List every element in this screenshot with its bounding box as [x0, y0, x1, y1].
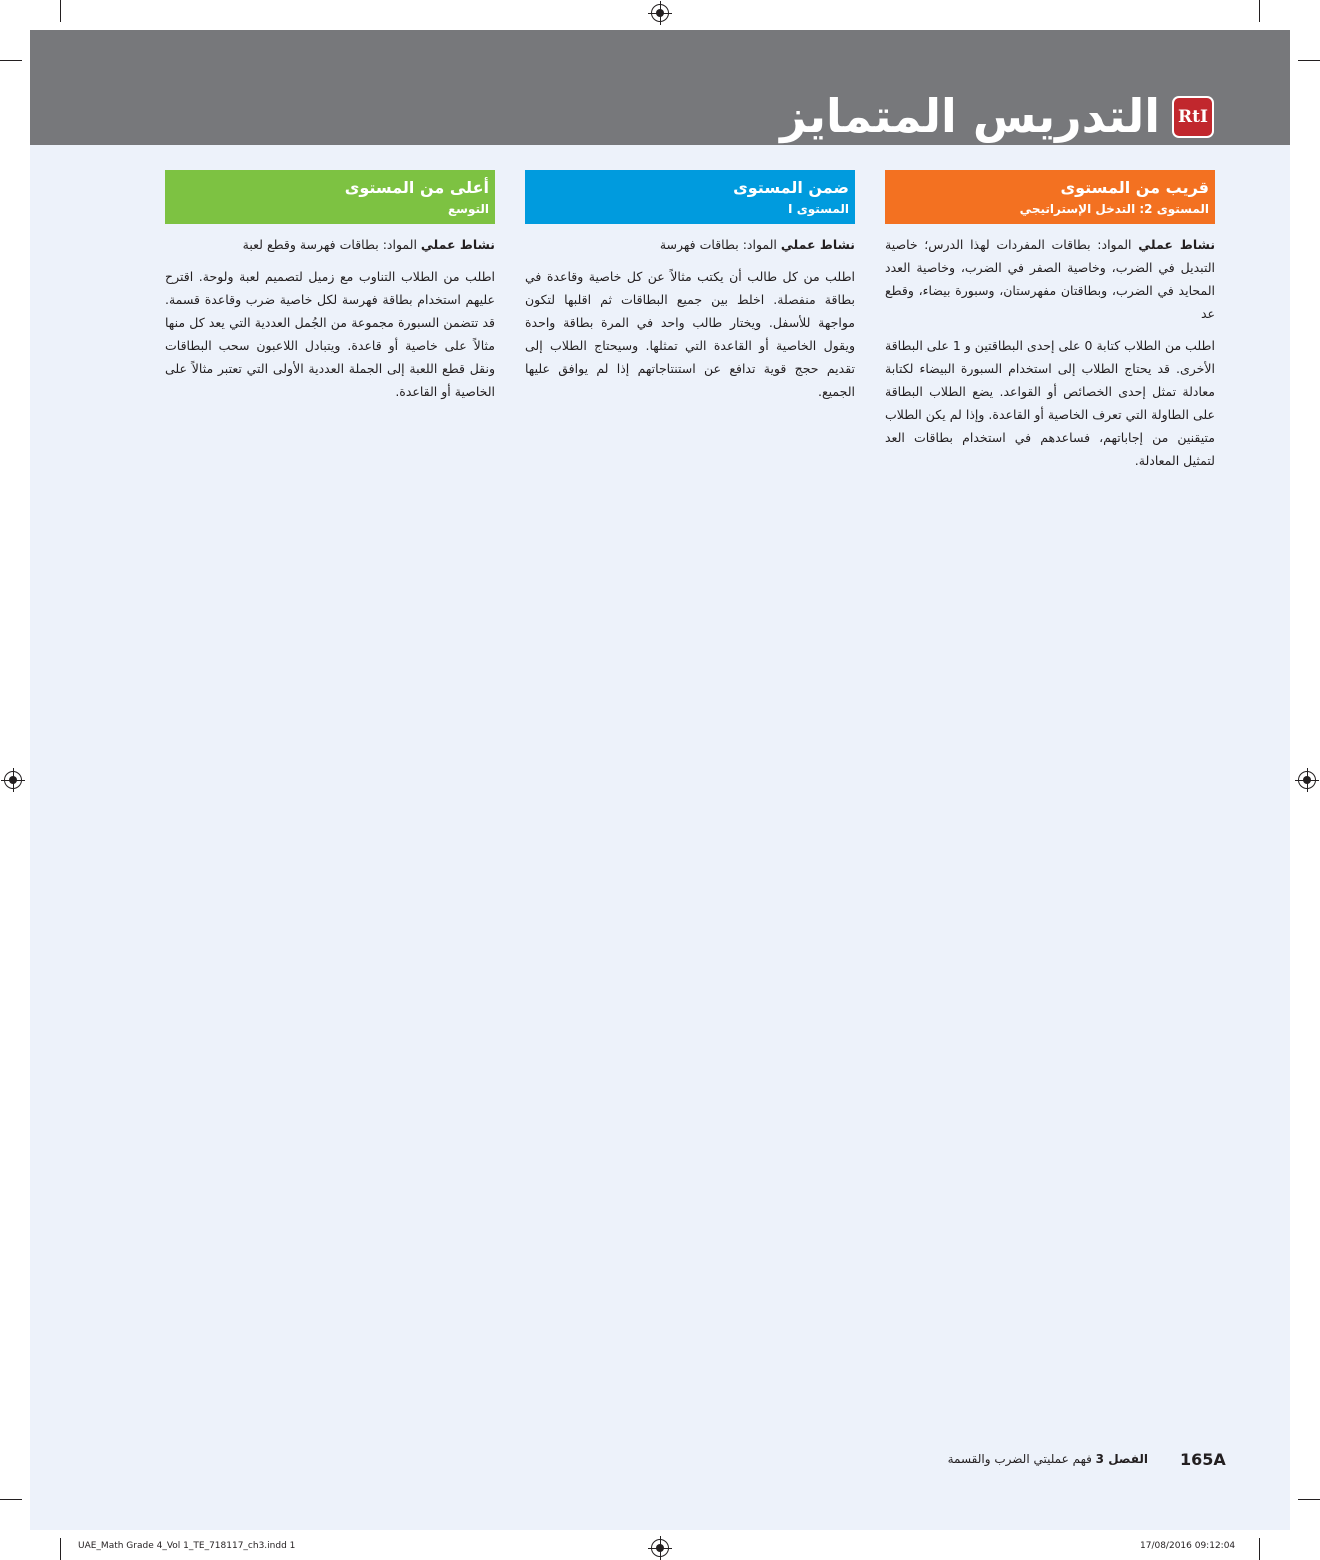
page-number: 165A	[1180, 1450, 1226, 1469]
rti-badge: RtI	[1172, 96, 1214, 138]
column-subtitle: المستوى I	[788, 202, 849, 216]
column-header-beyond-level	[165, 170, 495, 224]
slug-file: UAE_Math Grade 4_Vol 1_TE_718117_ch3.indd 1	[78, 1541, 296, 1551]
column-title: أعلى من المستوى	[344, 178, 489, 197]
materials-paragraph	[885, 233, 1215, 325]
materials-text: المواد: بطاقات فهرسة	[659, 237, 781, 252]
column-subtitle: التوسع	[447, 202, 489, 216]
activity-lead: نشاط عملي	[420, 237, 495, 252]
chapter-footer	[948, 1452, 1148, 1466]
materials-text: المواد: بطاقات فهرسة وقطع لعبة	[242, 237, 421, 252]
column-title: ضمن المستوى	[733, 178, 849, 197]
column-subtitle: المستوى 2: التدخل الإستراتيجي	[1019, 202, 1209, 216]
chapter-label: الفصل 3	[1095, 1452, 1148, 1466]
registration-mark-icon	[1298, 771, 1316, 789]
trim-mark	[0, 60, 22, 61]
slug-date: 17/08/2016 09:12:04	[1140, 1541, 1236, 1551]
activity-lead: نشاط عملي	[780, 237, 855, 252]
materials-text: المواد: بطاقات المفردات لهذا الدرس؛ خاصية التبديل في الضرب، وخاصية الصفر في الضرب، وخاصية العدد المحايد في الضرب، وبطاقتان مفهرستان، وسبورة بيضاء، وقطع عد	[885, 237, 1215, 321]
activity-paragraph: اطلب من كل طالب أن يكتب مثالاً عن كل خاصية وقاعدة في بطاقة منفصلة. اخلط بين جميع البطاقات ثم اقلبها لتكون مواجهة للأسفل. ويختار طالب واحد في المرة بطاقة واحدة ويقول الخاصية أو القاعدة التي تمثلها. وسيحتاج الطلاب إلى تقديم حجج قوية تدافع عن استنتاجاتهم إذا لم يوافق عليها الجميع.	[525, 269, 855, 399]
column-title: قريب من المستوى	[1060, 178, 1209, 197]
activity-lead: نشاط عملي	[1138, 237, 1216, 252]
activity-paragraph: اطلب من الطلاب التناوب مع زميل لتصميم لعبة ولوحة. اقترح عليهم استخدام بطاقة فهرسة لكل خاصية ضرب وقاعدة قسمة. قد تتضمن السبورة مجموعة من الجُمل العددية التي يعد كل منها مثالاً على خاصية أو قاعدة. ويتبادل اللاعبون سحب البطاقات ونقل قطع اللعبة إلى الجملة العددية الأولى التي تعتبر مثالاً على الخاصية أو القاعدة.	[165, 269, 495, 399]
column-body	[525, 224, 855, 403]
trim-mark	[0, 1499, 22, 1500]
chapter-title: فهم عمليتي الضرب والقسمة	[947, 1452, 1096, 1466]
page-title: التدريس المتمايز	[780, 89, 1160, 143]
column-body	[885, 224, 1215, 472]
trim-mark	[1298, 1499, 1320, 1500]
column-on-level	[525, 170, 855, 412]
trim-mark	[60, 0, 61, 22]
trim-mark	[1259, 0, 1260, 22]
column-body	[165, 224, 495, 403]
column-header-on-level	[525, 170, 855, 224]
registration-mark-icon	[651, 4, 669, 22]
column-header-approaching	[885, 170, 1215, 224]
trim-mark	[60, 1538, 61, 1560]
registration-mark-icon	[4, 771, 22, 789]
materials-paragraph	[165, 233, 495, 256]
column-beyond-level	[165, 170, 495, 412]
trim-mark	[1259, 1538, 1260, 1560]
column-approaching	[885, 170, 1215, 481]
registration-mark-icon	[651, 1539, 669, 1557]
materials-paragraph	[525, 233, 855, 256]
activity-paragraph: اطلب من الطلاب كتابة 0 على إحدى البطاقتين و 1 على البطاقة الأخرى. قد يحتاج الطلاب إلى استخدام السبورة البيضاء لكتابة معادلة تمثل إحدى الخصائص أو القواعد. يضع الطلاب البطاقة على الطاولة التي تعرف الخاصية أو القاعدة. وإذا لم يكن الطلاب متيقنين من إجاباتهم، فساعدهم في استخدام بطاقات العد لتمثيل المعادلة.	[885, 338, 1215, 468]
trim-mark	[1298, 60, 1320, 61]
